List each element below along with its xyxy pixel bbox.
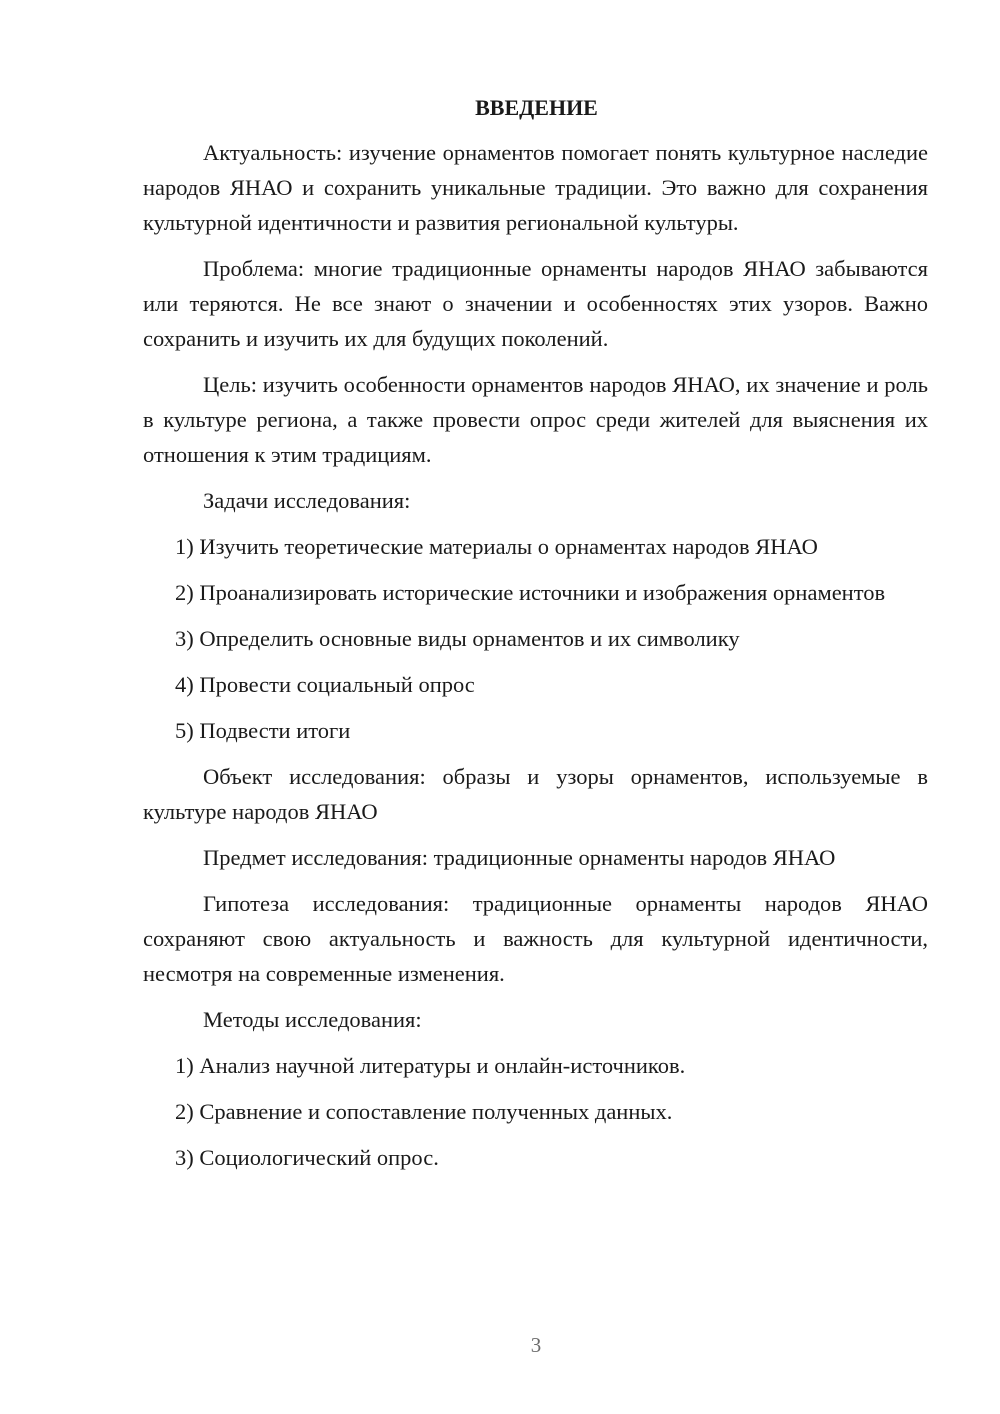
method-item: 2) Сравнение и сопоставление полученных данных. (175, 1099, 673, 1124)
task-item: 2) Проанализировать исторические источники и изображения орнаментов (175, 580, 886, 605)
object-paragraph: Объект исследования: образы и узоры орнаментов, используемые в культуре народов ЯНАО (143, 764, 928, 824)
tasks-heading: Задачи исследования: (203, 488, 411, 513)
method-item: 1) Анализ научной литературы и онлайн-источников. (175, 1053, 686, 1078)
goal-paragraph: Цель: изучить особенности орнаментов народов ЯНАО, их значение и роль в культуре региона, а также провести опрос среди жителей для выяснения их отношения к этим традициям. (143, 372, 928, 467)
method-item: 3) Социологический опрос. (175, 1145, 439, 1170)
hypothesis-paragraph: Гипотеза исследования: традиционные орнаменты народов ЯНАО сохраняют свою актуальность и важность для культурной идентичности, несмотря на современные изменения. (143, 891, 928, 986)
relevance-paragraph: Актуальность: изучение орнаментов помогает понять культурное наследие народов ЯНАО и сохранить уникальные традиции. Это важно для сохранения культурной идентичности и развития региональной культуры. (143, 140, 928, 235)
section-title: ВВЕДЕНИЕ (475, 95, 598, 120)
subject-paragraph: Предмет исследования: традиционные орнаменты народов ЯНАО (203, 845, 836, 870)
task-item: 1) Изучить теоретические материалы о орнаментах народов ЯНАО (175, 534, 818, 559)
task-item: 4) Провести социальный опрос (175, 672, 475, 697)
task-item: 5) Подвести итоги (175, 718, 351, 743)
task-item: 3) Определить основные виды орнаментов и их символику (175, 626, 740, 651)
problem-paragraph: Проблема: многие традиционные орнаменты народов ЯНАО забываются или теряются. Не все знают о значении и особенностях этих узоров. Важно сохранить и изучить их для будущих поколений. (143, 256, 928, 351)
page-number: 3 (530, 1333, 542, 1357)
methods-heading: Методы исследования: (203, 1007, 422, 1032)
document-page (143, 90, 928, 1186)
